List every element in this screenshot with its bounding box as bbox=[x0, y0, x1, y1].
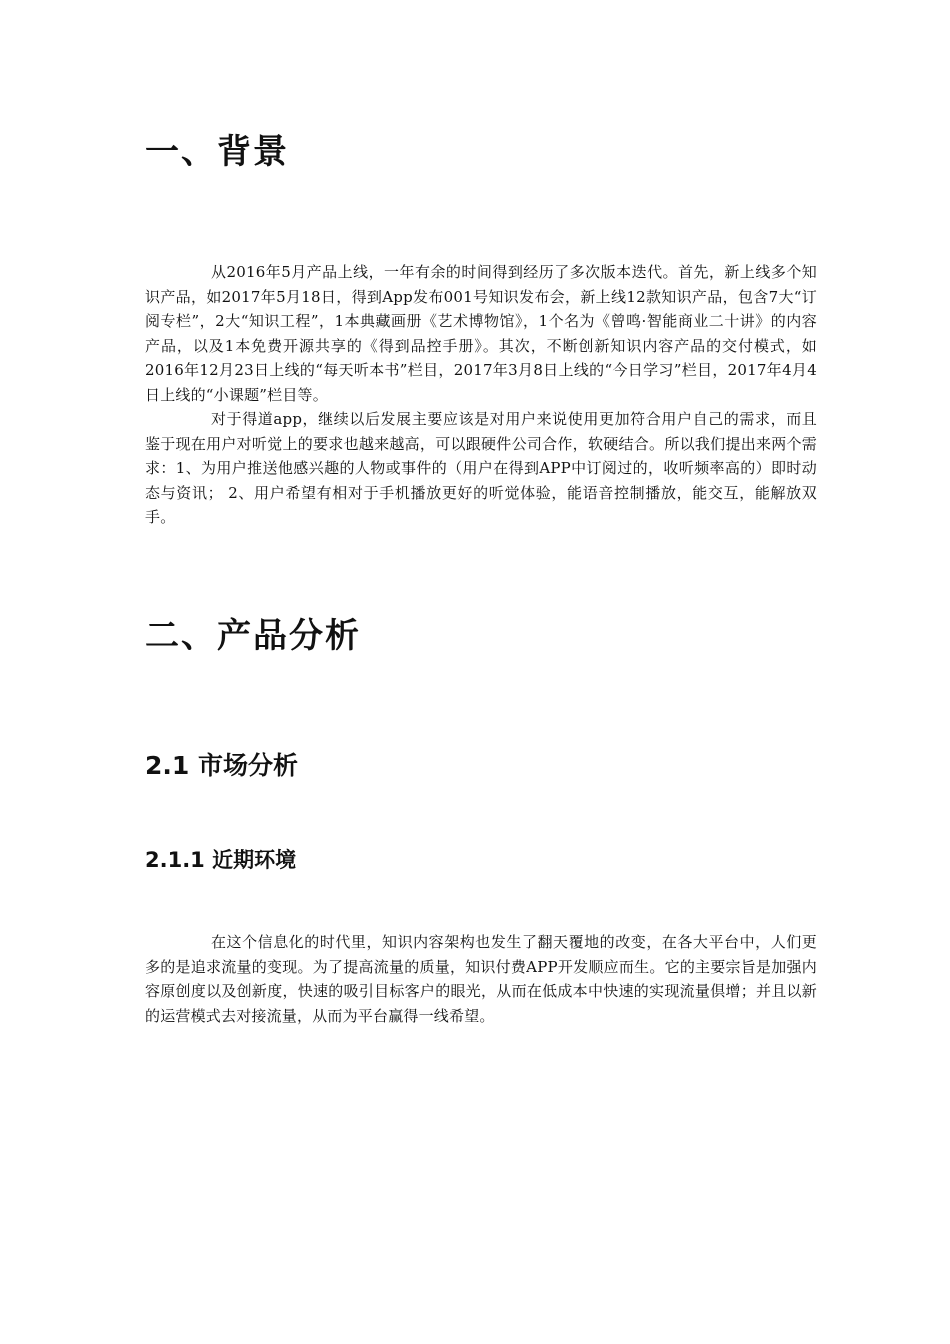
subsection-heading-market-analysis: 2.1 市场分析 bbox=[145, 751, 298, 780]
section-heading-background: 一、背景 bbox=[145, 132, 289, 172]
section-heading-product-analysis: 二、产品分析 bbox=[145, 616, 361, 656]
recent-environment-paragraph: 在这个信息化的时代里，知识内容架构也发生了翻天覆地的改变，在各大平台中，人们更多的是追求流量的变现。为了提高流量的质量，知识付费APP开发顺应而生。它的主要宗旨是加强内容原创度以及创新度，快速的吸引目标客户的眼光，从而在低成本中快速的实现流量倶增；并且以新的运营模式去对接流量，从而为平台赢得一线希望。 bbox=[145, 933, 817, 1025]
background-paragraph-2: 对于得道app，继续以后发展主要应该是对用户来说使用更加符合用户自己的需求，而且鉴于现在用户对听觉上的要求也越来越高，可以跟硬件公司合作，软硬结合。所以我们提出来两个需求：1、为用户推送他感兴趣的人物或事件的（用户在得到APP中订阅过的，收听频率高的）即时动态与资讯； 2、用户希望有相对于手机播放更好的听觉体验，能语音控制播放，能交互，能解放双手。 bbox=[145, 410, 817, 526]
subsubsection-heading-recent-environment: 2.1.1 近期环境 bbox=[145, 848, 297, 872]
background-paragraph-1: 从2016年5月产品上线，一年有余的时间得到经历了多次版本迭代。首先，新上线多个知识产品，如2017年5月18日，得到App发布001号知识发布会，新上线12款知识产品，包含7大“订阅专栏”，2大“知识工程”，1本典藏画册《艺术博物馆》，1个名为《曾鸣·智能商业二十讲》的内容产品，以及1本免费开源共享的《得到品控手册》。其次，不断创新知识内容产品的交付模式，如2016年12月23日上线的“每天听本书”栏目，2017年3月8日上线的“今日学习”栏目，2017年4月4日上线的“小课题”栏目等。 bbox=[145, 263, 817, 404]
